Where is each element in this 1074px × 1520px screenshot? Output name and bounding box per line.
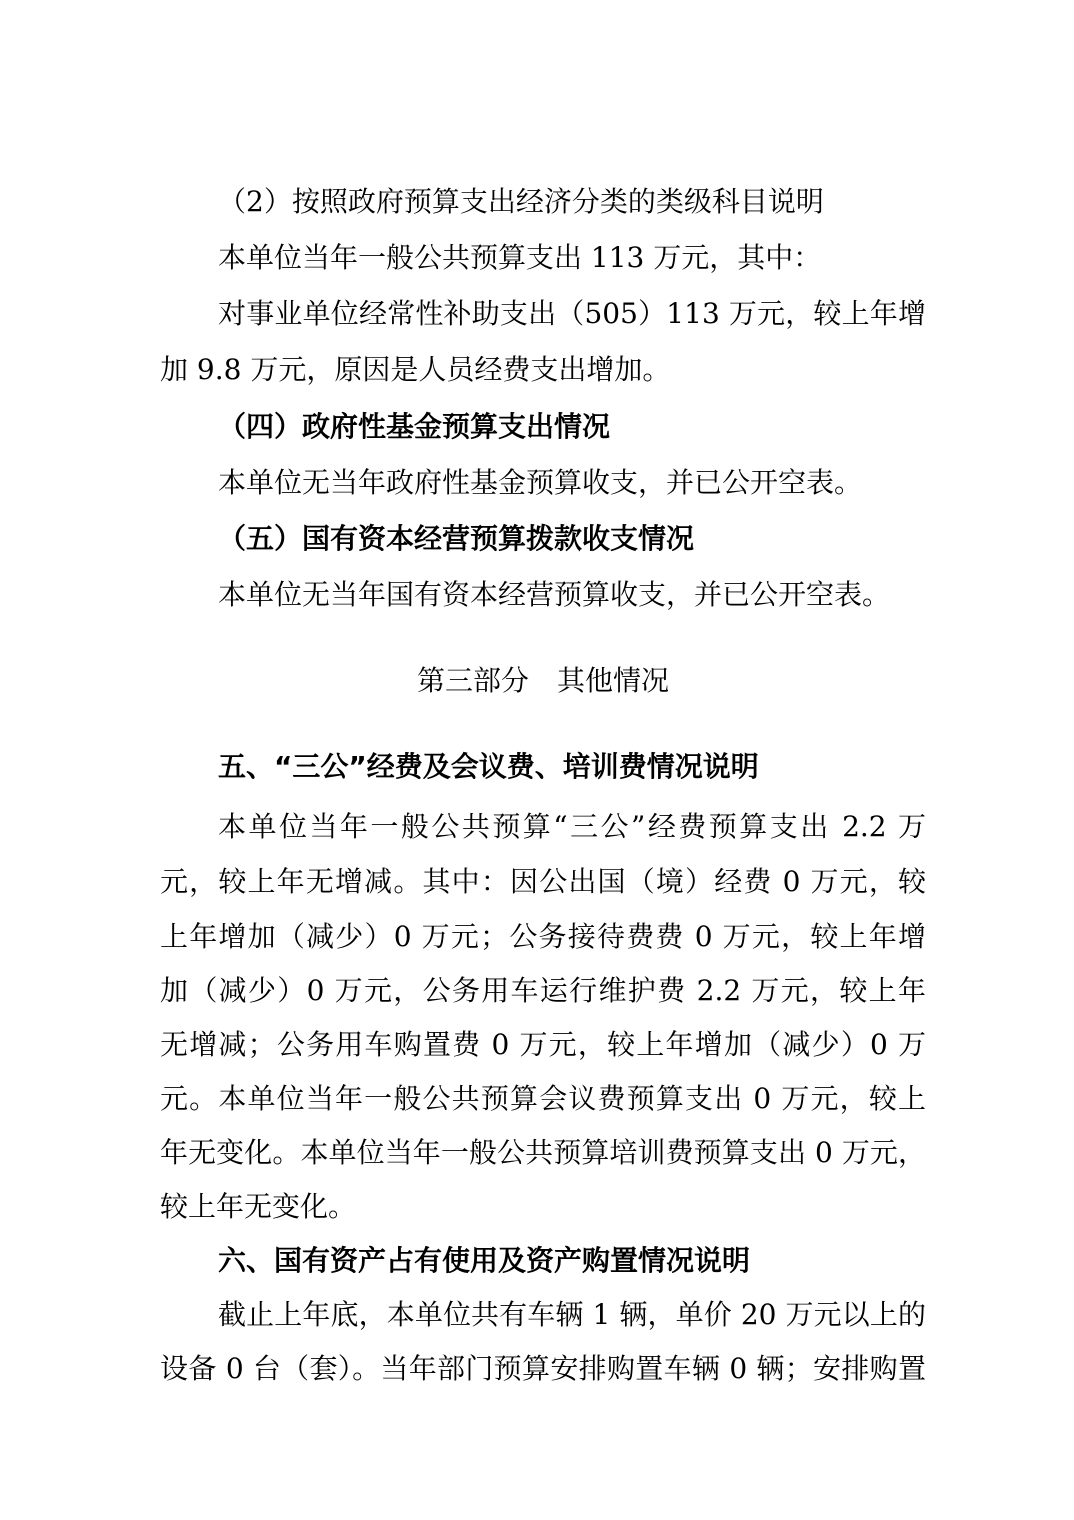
paragraph-line: 截止上年底，本单位共有车辆 1 辆，单价 20 万元以上的 xyxy=(218,1298,926,1331)
paragraph-line: 本单位当年一般公共预算“三公”经费预算支出 2.2 万 xyxy=(218,810,926,843)
paragraph-line: 无增减；公务用车购置费 0 万元，较上年增加（减少）0 万 xyxy=(160,1028,926,1061)
heading-state-capital: （五）国有资本经营预算拨款收支情况 xyxy=(218,522,695,555)
paragraph-line: 加（减少）0 万元，公务用车运行维护费 2.2 万元，较上年 xyxy=(160,974,926,1007)
paragraph-general-budget-total: 本单位当年一般公共预算支出 113 万元，其中： xyxy=(218,241,822,274)
paragraph-subsidy-detail-line-2: 加 9.8 万元，原因是人员经费支出增加。 xyxy=(160,353,671,386)
paragraph-line: 设备 0 台（套）。当年部门预算安排购置车辆 0 辆；安排购置 xyxy=(160,1352,926,1385)
paragraph-state-capital: 本单位无当年国有资本经营预算收支，并已公开空表。 xyxy=(218,578,891,611)
paragraph-line: 元，较上年无增减。其中：因公出国（境）经费 0 万元，较 xyxy=(160,865,926,898)
heading-government-fund: （四）政府性基金预算支出情况 xyxy=(218,410,611,443)
paragraph-subsidy-detail-line-1: 对事业单位经常性补助支出（505）113 万元，较上年增 xyxy=(218,297,926,330)
paragraph-line: 元。本单位当年一般公共预算会议费预算支出 0 万元，较上 xyxy=(160,1082,926,1115)
heading-state-assets: 六、国有资产占有使用及资产购置情况说明 xyxy=(218,1244,751,1277)
paragraph-line: 上年增加（减少）0 万元；公务接待费费 0 万元，较上年增 xyxy=(160,920,926,953)
paragraph-line: 较上年无变化。 xyxy=(160,1190,357,1223)
subheading-economic-classification: （2）按照政府预算支出经济分类的类级科目说明 xyxy=(218,185,824,218)
paragraph-line: 年无变化。本单位当年一般公共预算培训费预算支出 0 万元， xyxy=(160,1136,926,1169)
heading-three-public-expenses: 五、“三公”经费及会议费、培训费情况说明 xyxy=(218,750,759,783)
paragraph-government-fund: 本单位无当年政府性基金预算收支，并已公开空表。 xyxy=(218,466,863,499)
part-three-title: 第三部分 其他情况 xyxy=(416,664,669,697)
